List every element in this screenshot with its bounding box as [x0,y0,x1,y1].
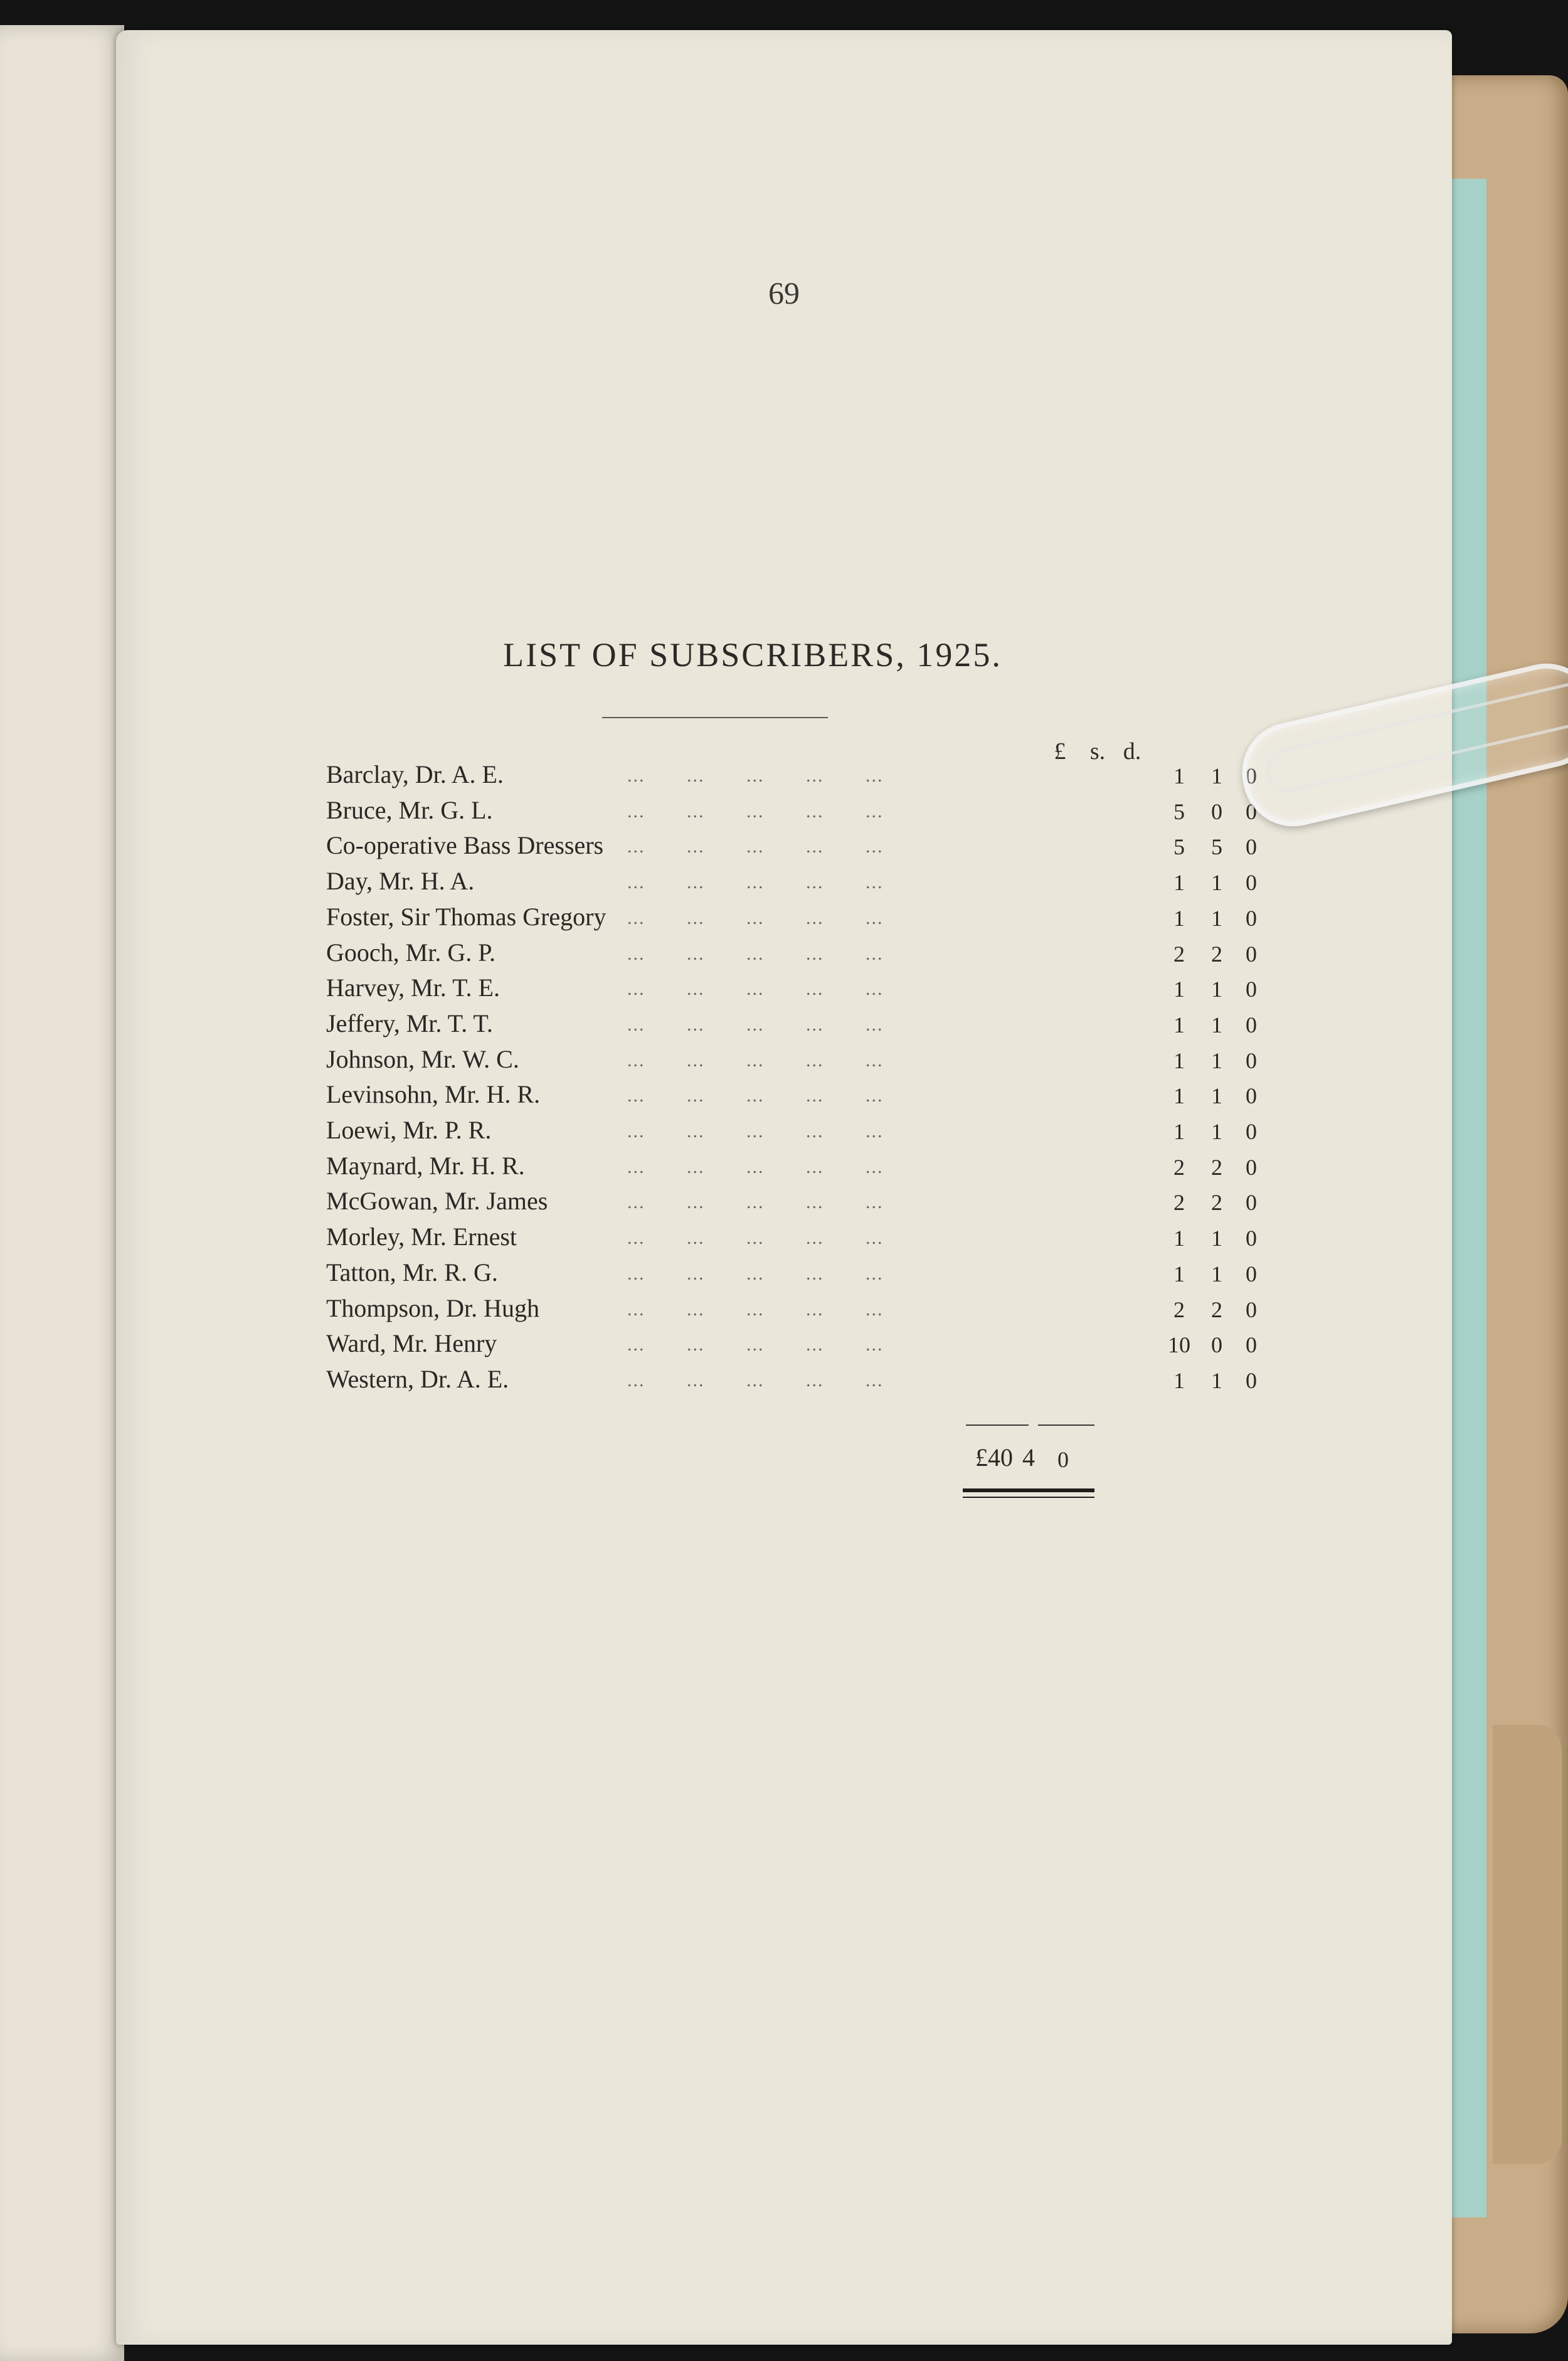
subscriber-row [326,1080,1257,1115]
amount-pounds: 1 [1173,870,1185,896]
amount-pounds: 5 [1173,834,1185,860]
subscriber-name: Barclay, Dr. A. E. [326,760,512,789]
subscriber-name: Tatton, Mr. R. G. [326,1258,507,1287]
subscriber-name: Co-operative Bass Dressers [326,830,612,860]
subscriber-name: Levinsohn, Mr. H. R. [326,1080,549,1109]
amount-shillings: 1 [1211,1119,1222,1144]
amount-pounds: 1 [1173,977,1185,1002]
amount-shillings: 1 [1211,763,1222,788]
amount-shillings: 1 [1211,1012,1222,1037]
amount-pounds: 10 [1168,1332,1190,1358]
amount-pounds: 5 [1173,798,1185,824]
subscriber-name: Harvey, Mr. T. E. [326,973,509,1002]
subscriber-name: Day, Mr. H. A. [326,866,483,896]
amount-pence: 0 [1246,1226,1257,1251]
dot-leader: ... ... ... ... ... [627,1263,884,1284]
dot-leader: ... ... ... ... ... [627,800,884,822]
dot-leader: ... ... ... ... ... [627,1156,884,1177]
amount-pence: 0 [1246,1119,1257,1144]
dot-leader: ... ... ... ... ... [627,1121,884,1142]
total-double-rule-thick [963,1488,1094,1492]
subscriber-name: Thompson, Dr. Hugh [326,1293,548,1323]
subscriber-row [326,1258,1257,1293]
subscriber-name: McGowan, Mr. James [326,1186,556,1216]
page-number: 69 [768,275,800,310]
left-page-edge [0,25,124,2361]
amount-pounds: 1 [1173,763,1185,788]
subscriber-row [326,760,1257,795]
amount-pence: 0 [1246,870,1257,896]
subscriber-row [326,938,1257,973]
amount-pounds: 1 [1173,1119,1185,1144]
pounds-sum-rule [966,1425,1029,1426]
dot-leader: ... ... ... ... ... [627,1228,884,1249]
dot-leader: ... ... ... ... ... [627,1298,884,1320]
dot-leader: ... ... ... ... ... [627,1334,884,1356]
subscriber-row [326,1044,1257,1080]
subscriber-row [326,1115,1257,1150]
subscriber-row [326,1364,1257,1399]
amount-pence: 0 [1246,1048,1257,1073]
amount-pounds: 2 [1173,1190,1185,1216]
amount-pounds: 1 [1173,1367,1185,1393]
book-back-cover-tab [1493,1725,1562,2164]
subscriber-name: Bruce, Mr. G. L. [326,795,502,825]
dot-leader: ... ... ... ... ... [627,1085,884,1106]
amount-shillings: 2 [1211,1297,1222,1322]
dot-leader: ... ... ... ... ... [627,979,884,1000]
subscriber-name: Ward, Mr. Henry [326,1329,506,1358]
dot-leader: ... ... ... ... ... [627,1049,884,1071]
amount-pence: 0 [1246,834,1257,860]
amount-pence: 0 [1246,1367,1257,1393]
subscriber-row [326,795,1257,830]
subscriber-row [326,1009,1257,1044]
amount-shillings: 1 [1211,1083,1222,1109]
total-shillings: 4 [1022,1443,1035,1472]
amount-shillings: 0 [1211,798,1222,824]
pounds-column-header: £ [1054,738,1066,765]
amount-pence: 0 [1246,1083,1257,1109]
subscriber-row [326,902,1257,937]
amount-pence: 0 [1246,905,1257,931]
dot-leader: ... ... ... ... ... [627,1192,884,1213]
shillings-column-header: s. [1089,738,1106,765]
total-double-rule-thin [963,1497,1094,1498]
subscriber-name: Loewi, Mr. P. R. [326,1115,500,1145]
subscriber-name: Foster, Sir Thomas Gregory [326,902,615,931]
amount-pence: 0 [1246,1190,1257,1216]
subscriber-row [326,866,1257,901]
amount-pence: 0 [1246,1154,1257,1180]
amount-shillings: 1 [1211,905,1222,931]
amount-pence: 0 [1246,1012,1257,1037]
amount-pounds: 1 [1173,905,1185,931]
amount-shillings: 1 [1211,1261,1222,1287]
subscriber-name: Western, Dr. A. E. [326,1364,517,1394]
amount-shillings: 2 [1211,1154,1222,1180]
amount-shillings: 1 [1211,977,1222,1002]
dot-leader: ... ... ... ... ... [627,1369,884,1391]
amount-shillings: 0 [1211,1332,1222,1358]
book-page [116,30,1452,2345]
title-divider [602,717,828,718]
amount-pounds: 2 [1173,1154,1185,1180]
amount-pence: 0 [1246,977,1257,1002]
amount-pence: 0 [1246,1297,1257,1322]
subscriber-name: Morley, Mr. Ernest [326,1222,526,1251]
subscriber-row [326,1293,1257,1329]
subscriber-row [326,830,1257,866]
amount-pence: 0 [1246,941,1257,967]
dot-leader: ... ... ... ... ... [627,765,884,786]
dot-leader: ... ... ... ... ... [627,907,884,928]
amount-shillings: 1 [1211,1048,1222,1073]
dot-leader: ... ... ... ... ... [627,836,884,857]
dot-leader: ... ... ... ... ... [627,872,884,893]
total-pounds: £40 [975,1443,1013,1472]
subscriber-name: Johnson, Mr. W. C. [326,1044,528,1074]
amount-pounds: 1 [1173,1226,1185,1251]
amount-pounds: 2 [1173,1297,1185,1322]
amount-pence: 0 [1246,1332,1257,1358]
dot-leader: ... ... ... ... ... [627,1014,884,1035]
subscriber-row [326,1186,1257,1221]
amount-pounds: 1 [1173,1083,1185,1109]
amount-pounds: 1 [1173,1048,1185,1073]
amount-pence: 0 [1246,1261,1257,1287]
subscriber-row [326,973,1257,1008]
subscriber-row [326,1222,1257,1257]
amount-shillings: 1 [1211,1226,1222,1251]
amount-shillings: 5 [1211,834,1222,860]
pence-column-header: d. [1123,738,1142,765]
amount-pounds: 1 [1173,1261,1185,1287]
amount-pence: 0 [1246,763,1257,788]
amount-pence: 0 [1246,798,1257,824]
subscriber-row [326,1151,1257,1186]
subscriber-name: Jeffery, Mr. T. T. [326,1009,502,1038]
amount-pounds: 1 [1173,1012,1185,1037]
amount-shillings: 1 [1211,870,1222,896]
amount-pounds: 2 [1173,941,1185,967]
amount-shillings: 2 [1211,941,1222,967]
amount-shillings: 1 [1211,1367,1222,1393]
shillings-pence-sum-rule [1038,1425,1094,1426]
page-title: LIST OF SUBSCRIBERS, 1925. [503,636,1002,674]
amount-shillings: 2 [1211,1190,1222,1216]
subscriber-name: Maynard, Mr. H. R. [326,1151,534,1180]
subscriber-row [326,1329,1257,1364]
total-pence: 0 [1057,1447,1069,1472]
dot-leader: ... ... ... ... ... [627,943,884,964]
subscriber-name: Gooch, Mr. G. P. [326,938,504,967]
